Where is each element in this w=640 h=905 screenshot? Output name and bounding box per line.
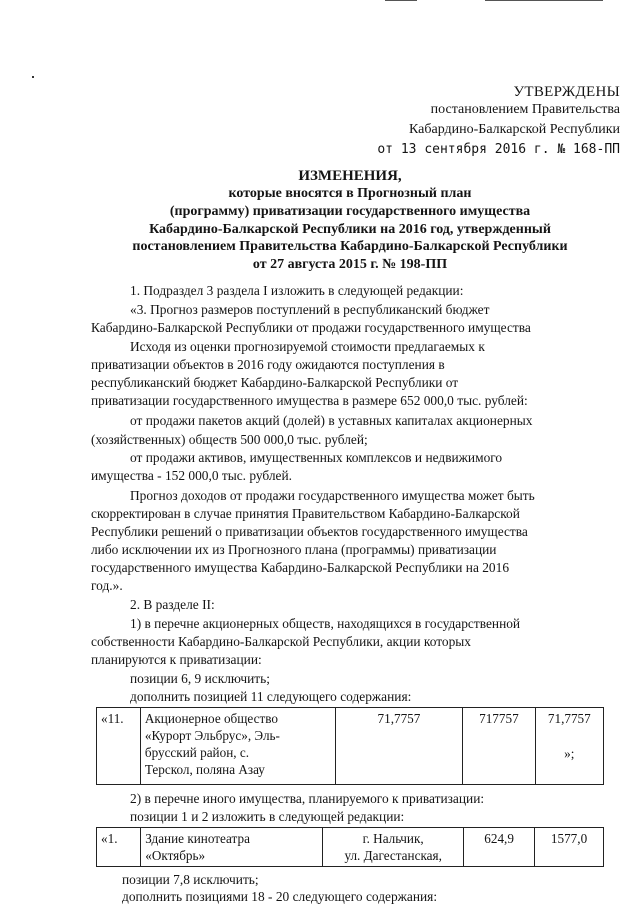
table-cell-line: г. Нальчик, (362, 831, 424, 846)
document-subtitle: от 27 августа 2015 г. № 198-ПП (252, 257, 448, 272)
paragraph-line: либо исключении их из Прогнозного плана (программы) приватизации (91, 542, 497, 557)
paragraph-line: год.». (91, 578, 123, 593)
table-cell-line: Терскол, поляна Азау (144, 762, 265, 777)
paragraph-line: планируются к приватизации: (91, 652, 262, 667)
paragraph-line: имущества - 152 000,0 тыс. рублей. (91, 468, 293, 483)
table-row (97, 828, 604, 867)
paragraph-line: скорректирован в случае принятия Правительством Кабардино-Балкарской (91, 506, 520, 521)
table-cell-name (141, 828, 323, 867)
table-cell-percent (535, 708, 603, 785)
approval-line: Кабардино-Балкарской Республики (409, 122, 620, 137)
table-cell-number: «11. (97, 708, 141, 785)
approval-line: постановлением Правительства (430, 102, 620, 117)
paragraph-line: позиции 1 и 2 изложить в следующей редакции: (130, 809, 405, 824)
approval-date: от 13 сентября 2016 г. № 168-ПП (377, 142, 620, 157)
table-cell-line: Акционерное общество (144, 711, 278, 726)
table-cell-name (140, 708, 335, 785)
table-cell-line: 71,7757 (547, 711, 591, 726)
paragraph-line: 1) в перечне акционерных обществ, находящихся в государственной (130, 616, 521, 631)
table-cell-line: «Октябрь» (145, 848, 206, 863)
document-subtitle: Кабардино-Балкарской Республики на 2016 год, утвержденный (149, 222, 551, 237)
paragraph-line: республиканский бюджет Кабардино-Балкарской Республики от (91, 375, 459, 390)
table-cell-line: брусский район, с. (144, 745, 250, 760)
table-cell-address (323, 828, 464, 867)
paragraph-line: государственного имущества Кабардино-Балкарской Республики на 2016 (91, 560, 510, 575)
paragraph-line: Прогноз доходов от продажи государственного имущества может быть (130, 488, 535, 503)
paragraph-line: приватизации государственного имущества в размере 652 000,0 тыс. рублей: (91, 393, 528, 408)
document-subtitle: которые вносятся в Прогнозный план (228, 186, 472, 201)
paragraph-line: Исходя из оценки прогнозируемой стоимости предлагаемых к (130, 339, 485, 354)
table-cell-count: 717757 (463, 708, 535, 785)
table-row (97, 708, 604, 785)
paragraph-line: Республики решений о приватизации объектов государственного имущества (91, 524, 528, 539)
paragraph-line: Кабардино-Балкарской Республики от продажи государственного имущества (91, 320, 531, 335)
scan-speck (32, 76, 34, 78)
top-rule-left (385, 0, 417, 1)
paragraph-line: приватизации объектов в 2016 году ожидаются поступления в (91, 357, 445, 372)
table-cell-line: »; (564, 746, 575, 761)
paragraph-line: 2. В разделе II: (130, 597, 215, 612)
paragraph-line: «3. Прогноз размеров поступлений в республиканский бюджет (130, 302, 490, 317)
paragraph-line: дополнить позициями 18 - 20 следующего содержания: (122, 889, 438, 904)
paragraph-line: 2) в перечне иного имущества, планируемого к приватизации: (130, 791, 485, 806)
shares-table (96, 707, 604, 785)
table-cell-number: «1. (97, 828, 141, 867)
paragraph-line: 1. Подраздел 3 раздела I изложить в следующей редакции: (130, 283, 464, 298)
paragraph-line: собственности Кабардино-Балкарской Республики, акции которых (91, 634, 471, 649)
table-cell-value: 1577,0 (535, 828, 604, 867)
document-title: ИЗМЕНЕНИЯ, (298, 168, 402, 184)
paragraph-line: позиции 7,8 исключить; (122, 872, 259, 887)
paragraph-line: от продажи пакетов акций (долей) в уставных капиталах акционерных (130, 413, 533, 428)
approval-heading: УТВЕРЖДЕНЫ (513, 84, 620, 100)
table-cell-share: 71,7757 (335, 708, 463, 785)
table-cell-line: «Курорт Эльбрус», Эль- (144, 728, 280, 743)
document-subtitle: постановлением Правительства Кабардино-Балкарской Республики (132, 239, 568, 254)
document-subtitle: (программу) приватизации государственного имущества (169, 204, 531, 219)
table-cell-area: 624,9 (464, 828, 535, 867)
paragraph-line: (хозяйственных) обществ 500 000,0 тыс. рублей; (91, 432, 368, 447)
top-rule-right (485, 0, 603, 1)
paragraph-line: дополнить позицией 11 следующего содержания: (130, 689, 412, 704)
property-table (96, 827, 604, 867)
table-cell-line: ул. Дагестанская, (344, 848, 442, 863)
paragraph-line: позиции 6, 9 исключить; (130, 671, 270, 686)
table-cell-line: Здание кинотеатра (145, 831, 250, 846)
paragraph-line: от продажи активов, имущественных комплексов и недвижимого (130, 450, 503, 465)
